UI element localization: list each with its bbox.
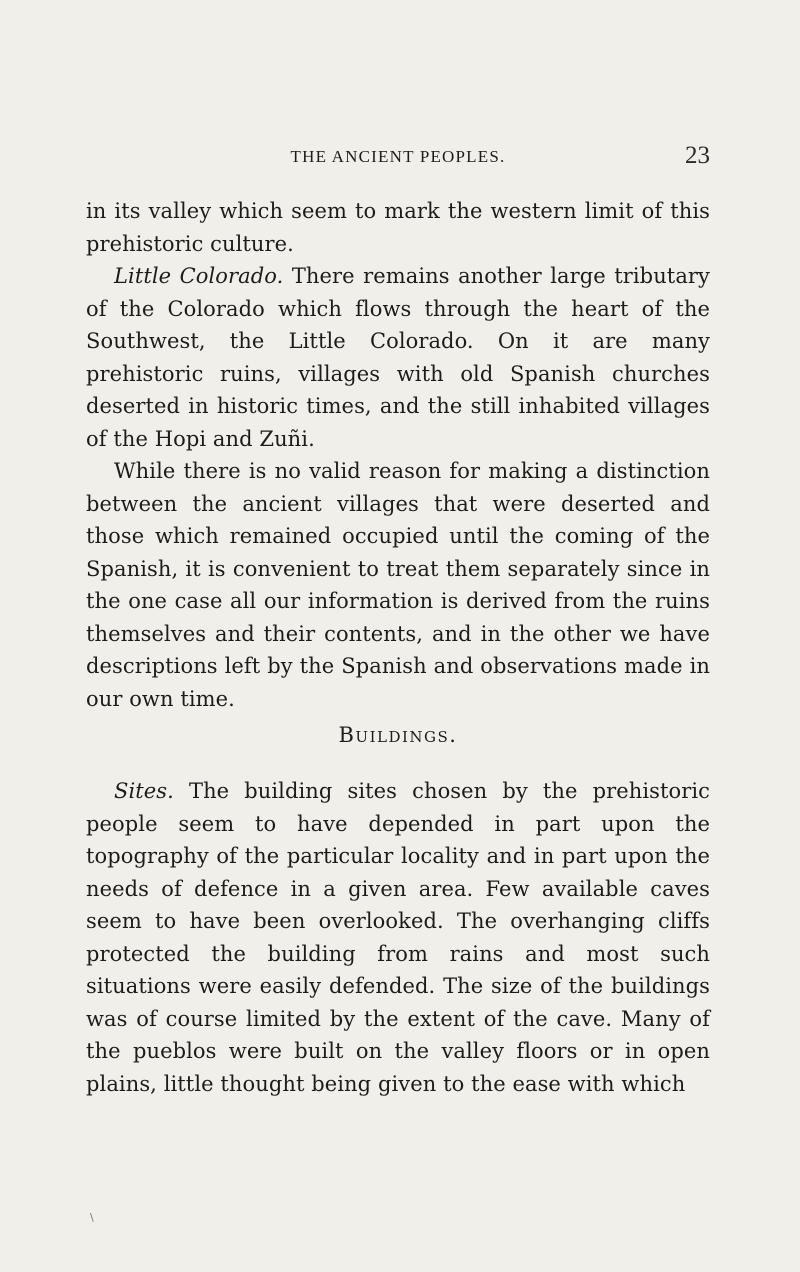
paragraph-continuation: in its valley which seem to mark the western limit of this prehistoric culture. bbox=[86, 199, 710, 256]
paragraph-sites-text: The building sites chosen by the prehistoric people seem to have depended in part upon the topography of the particular locality and in part upon the needs of defence in a given area. Few available caves seem to have been overlooked. The overhanging cliffs protected the building from rains and most such situations were easily defended. The size of the buildings was of course limited by the extent of the cave. Many of the pueblos were built on the valley floors or in open plains, little thought being given to the ease with which bbox=[86, 779, 710, 1096]
running-title: THE ANCIENT PEOPLES. bbox=[290, 147, 506, 166]
run-in-heading-little-colorado: Little Colorado. bbox=[114, 264, 284, 288]
paragraph-little-colorado-text: There remains another large tributary of the Colorado which flows through the heart of the Southwest, the Little Colorado. On it are many prehistoric ruins, villages with old Spanish churches deserted in historic times, and the still inhabited villages of the Hopi and Zuñi. bbox=[86, 264, 710, 451]
running-head bbox=[86, 142, 710, 169]
page-number: 23 bbox=[685, 142, 710, 169]
paragraph-sites bbox=[86, 775, 710, 1100]
stray-print-mark: \ bbox=[90, 1211, 94, 1224]
run-in-heading-sites: Sites. bbox=[114, 779, 174, 803]
paragraph-distinction: While there is no valid reason for making a distinction between the ancient villages that were deserted and those which remained occupied until the coming of the Spanish, it is convenient to treat them separately since in the one case all our information is derived from the ruins themselves and their contents, and in the other we have descriptions left by the Spanish and observations made in our own time. bbox=[86, 459, 710, 711]
section-heading-buildings: Buildings. bbox=[338, 723, 458, 747]
text-block-intro bbox=[86, 195, 710, 715]
paragraph-little-colorado bbox=[86, 260, 710, 455]
text-block-buildings bbox=[86, 775, 710, 1100]
